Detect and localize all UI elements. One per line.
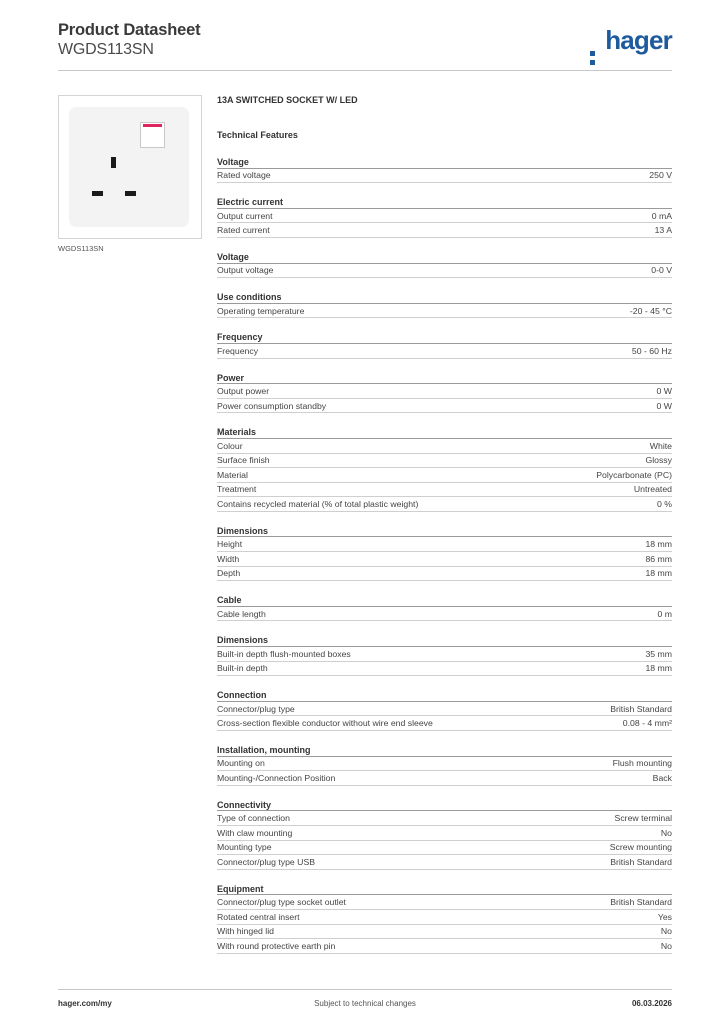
section-title: Dimensions bbox=[217, 634, 672, 647]
spec-label: Mounting on bbox=[217, 758, 265, 769]
spec-row bbox=[217, 811, 672, 826]
product-image-frame bbox=[58, 95, 202, 239]
spec-value: Glossy bbox=[645, 455, 672, 466]
spec-value: British Standard bbox=[610, 703, 672, 714]
footer-note: Subject to technical changes bbox=[314, 999, 416, 1008]
spec-label: Connector/plug type bbox=[217, 703, 295, 714]
spec-value: -20 - 45 °C bbox=[629, 305, 672, 316]
rocker-switch bbox=[140, 122, 165, 148]
spec-section bbox=[217, 634, 672, 676]
spec-label: With claw mounting bbox=[217, 827, 293, 838]
footer-date: 06.03.2026 bbox=[631, 999, 672, 1008]
spec-label: Output voltage bbox=[217, 265, 274, 276]
spec-row bbox=[217, 662, 672, 677]
spec-label: Built-in depth flush-mounted boxes bbox=[217, 648, 351, 659]
spec-value: White bbox=[649, 440, 672, 451]
spec-section bbox=[217, 251, 672, 278]
spec-label: Treatment bbox=[217, 484, 257, 495]
section-title: Installation, mounting bbox=[217, 744, 672, 757]
logo-text: hager bbox=[605, 25, 672, 55]
spec-row bbox=[217, 647, 672, 662]
spec-label: Type of connection bbox=[217, 813, 290, 824]
spec-value: 18 mm bbox=[645, 568, 672, 579]
spec-value: Screw mounting bbox=[609, 842, 672, 853]
spec-value: Screw terminal bbox=[614, 813, 672, 824]
spec-row bbox=[217, 344, 672, 359]
spec-value: 35 mm bbox=[645, 648, 672, 659]
spec-label: Output current bbox=[217, 210, 273, 221]
spec-label: Built-in depth bbox=[217, 663, 268, 674]
spec-label: Contains recycled material (% of total plastic weight) bbox=[217, 499, 419, 510]
spec-label: Width bbox=[217, 553, 240, 564]
section-title: Cable bbox=[217, 594, 672, 607]
spec-label: Operating temperature bbox=[217, 305, 305, 316]
section-title: Electric current bbox=[217, 196, 672, 209]
page-header bbox=[58, 21, 672, 71]
section-title: Voltage bbox=[217, 156, 672, 169]
spec-row bbox=[217, 264, 672, 279]
spec-value: 0.08 - 4 mm² bbox=[622, 718, 672, 729]
page-footer bbox=[58, 989, 672, 1011]
live-pin-slot bbox=[92, 191, 103, 196]
spec-value: British Standard bbox=[610, 856, 672, 867]
spec-value: 13 A bbox=[654, 225, 672, 236]
section-title: Power bbox=[217, 372, 672, 385]
spec-value: Flush mounting bbox=[612, 758, 672, 769]
spec-row bbox=[217, 910, 672, 925]
spec-label: Surface finish bbox=[217, 455, 270, 466]
spec-row bbox=[217, 841, 672, 856]
switched-socket-image bbox=[69, 107, 189, 227]
spec-label: Frequency bbox=[217, 345, 259, 356]
product-name: 13A SWITCHED SOCKET W/ LED bbox=[217, 95, 358, 105]
spec-row bbox=[217, 483, 672, 498]
technical-content bbox=[217, 95, 672, 954]
section-title: Frequency bbox=[217, 331, 672, 344]
spec-sections bbox=[217, 156, 672, 954]
spec-value: No bbox=[660, 926, 672, 937]
spec-row bbox=[217, 925, 672, 940]
spec-label: Rated voltage bbox=[217, 170, 271, 181]
spec-value: 0 W bbox=[656, 400, 672, 411]
spec-section bbox=[217, 744, 672, 786]
spec-value: 0 m bbox=[657, 608, 672, 619]
spec-label: With hinged lid bbox=[217, 926, 274, 937]
section-title: Connectivity bbox=[217, 799, 672, 812]
spec-row bbox=[217, 537, 672, 552]
product-image-caption: WGDS113SN bbox=[58, 244, 104, 253]
spec-section bbox=[217, 291, 672, 318]
spec-row bbox=[217, 895, 672, 910]
hager-logo bbox=[590, 27, 672, 53]
spec-section bbox=[217, 594, 672, 621]
spec-row bbox=[217, 855, 672, 870]
spec-section bbox=[217, 426, 672, 512]
spec-section bbox=[217, 156, 672, 183]
spec-row bbox=[217, 439, 672, 454]
spec-value: British Standard bbox=[610, 897, 672, 908]
earth-pin-slot bbox=[111, 157, 116, 168]
spec-row bbox=[217, 468, 672, 483]
spec-value: 86 mm bbox=[645, 553, 672, 564]
spec-value: Back bbox=[652, 772, 672, 783]
document-subtitle: WGDS113SN bbox=[58, 41, 154, 58]
spec-value: 50 - 60 Hz bbox=[631, 345, 672, 356]
spec-label: Cable length bbox=[217, 608, 266, 619]
spec-row bbox=[217, 497, 672, 512]
spec-row bbox=[217, 716, 672, 731]
spec-label: Height bbox=[217, 539, 243, 550]
section-title: Dimensions bbox=[217, 525, 672, 538]
spec-row bbox=[217, 552, 672, 567]
spec-value: 18 mm bbox=[645, 663, 672, 674]
spec-value: No bbox=[660, 827, 672, 838]
spec-section bbox=[217, 196, 672, 238]
spec-section bbox=[217, 799, 672, 870]
spec-row bbox=[217, 304, 672, 319]
spec-label: Power consumption standby bbox=[217, 400, 327, 411]
spec-value: 0 mA bbox=[651, 210, 672, 221]
spec-label: Cross-section flexible conductor without wire end sleeve bbox=[217, 718, 433, 729]
section-title: Materials bbox=[217, 426, 672, 439]
spec-row bbox=[217, 702, 672, 717]
spec-section bbox=[217, 525, 672, 581]
spec-label: Output power bbox=[217, 385, 270, 396]
spec-value: 0-0 V bbox=[651, 265, 672, 276]
spec-row bbox=[217, 771, 672, 786]
spec-row bbox=[217, 223, 672, 238]
spec-row bbox=[217, 826, 672, 841]
spec-value: Yes bbox=[657, 911, 672, 922]
spec-label: Connector/plug type USB bbox=[217, 856, 316, 867]
features-heading: Technical Features bbox=[217, 130, 298, 140]
spec-label: With round protective earth pin bbox=[217, 940, 336, 951]
spec-value: 0 W bbox=[656, 385, 672, 396]
spec-section bbox=[217, 372, 672, 414]
spec-row bbox=[217, 169, 672, 184]
footer-url[interactable]: hager.com/my bbox=[58, 999, 112, 1008]
spec-label: Rotated central insert bbox=[217, 911, 300, 922]
spec-section bbox=[217, 883, 672, 954]
spec-label: Mounting-/Connection Position bbox=[217, 772, 336, 783]
spec-value: 18 mm bbox=[645, 539, 672, 550]
section-title: Voltage bbox=[217, 251, 672, 264]
spec-value: No bbox=[660, 940, 672, 951]
spec-row bbox=[217, 384, 672, 399]
spec-row bbox=[217, 757, 672, 772]
section-title: Connection bbox=[217, 689, 672, 702]
spec-row bbox=[217, 454, 672, 469]
spec-row bbox=[217, 567, 672, 582]
spec-row bbox=[217, 607, 672, 622]
spec-value: Polycarbonate (PC) bbox=[596, 469, 672, 480]
spec-label: Connector/plug type socket outlet bbox=[217, 897, 346, 908]
spec-label: Rated current bbox=[217, 225, 270, 236]
spec-label: Depth bbox=[217, 568, 241, 579]
spec-section bbox=[217, 331, 672, 358]
spec-section bbox=[217, 689, 672, 731]
document-title: Product Datasheet bbox=[58, 21, 201, 39]
section-title: Use conditions bbox=[217, 291, 672, 304]
spec-label: Material bbox=[217, 469, 248, 480]
neutral-pin-slot bbox=[125, 191, 136, 196]
spec-row bbox=[217, 209, 672, 224]
spec-value: 250 V bbox=[649, 170, 672, 181]
spec-row bbox=[217, 399, 672, 414]
led-indicator bbox=[143, 124, 162, 127]
spec-label: Mounting type bbox=[217, 842, 272, 853]
spec-value: 0 % bbox=[657, 499, 672, 510]
spec-value: Untreated bbox=[633, 484, 672, 495]
section-title: Equipment bbox=[217, 883, 672, 896]
spec-label: Colour bbox=[217, 440, 243, 451]
spec-row bbox=[217, 939, 672, 954]
